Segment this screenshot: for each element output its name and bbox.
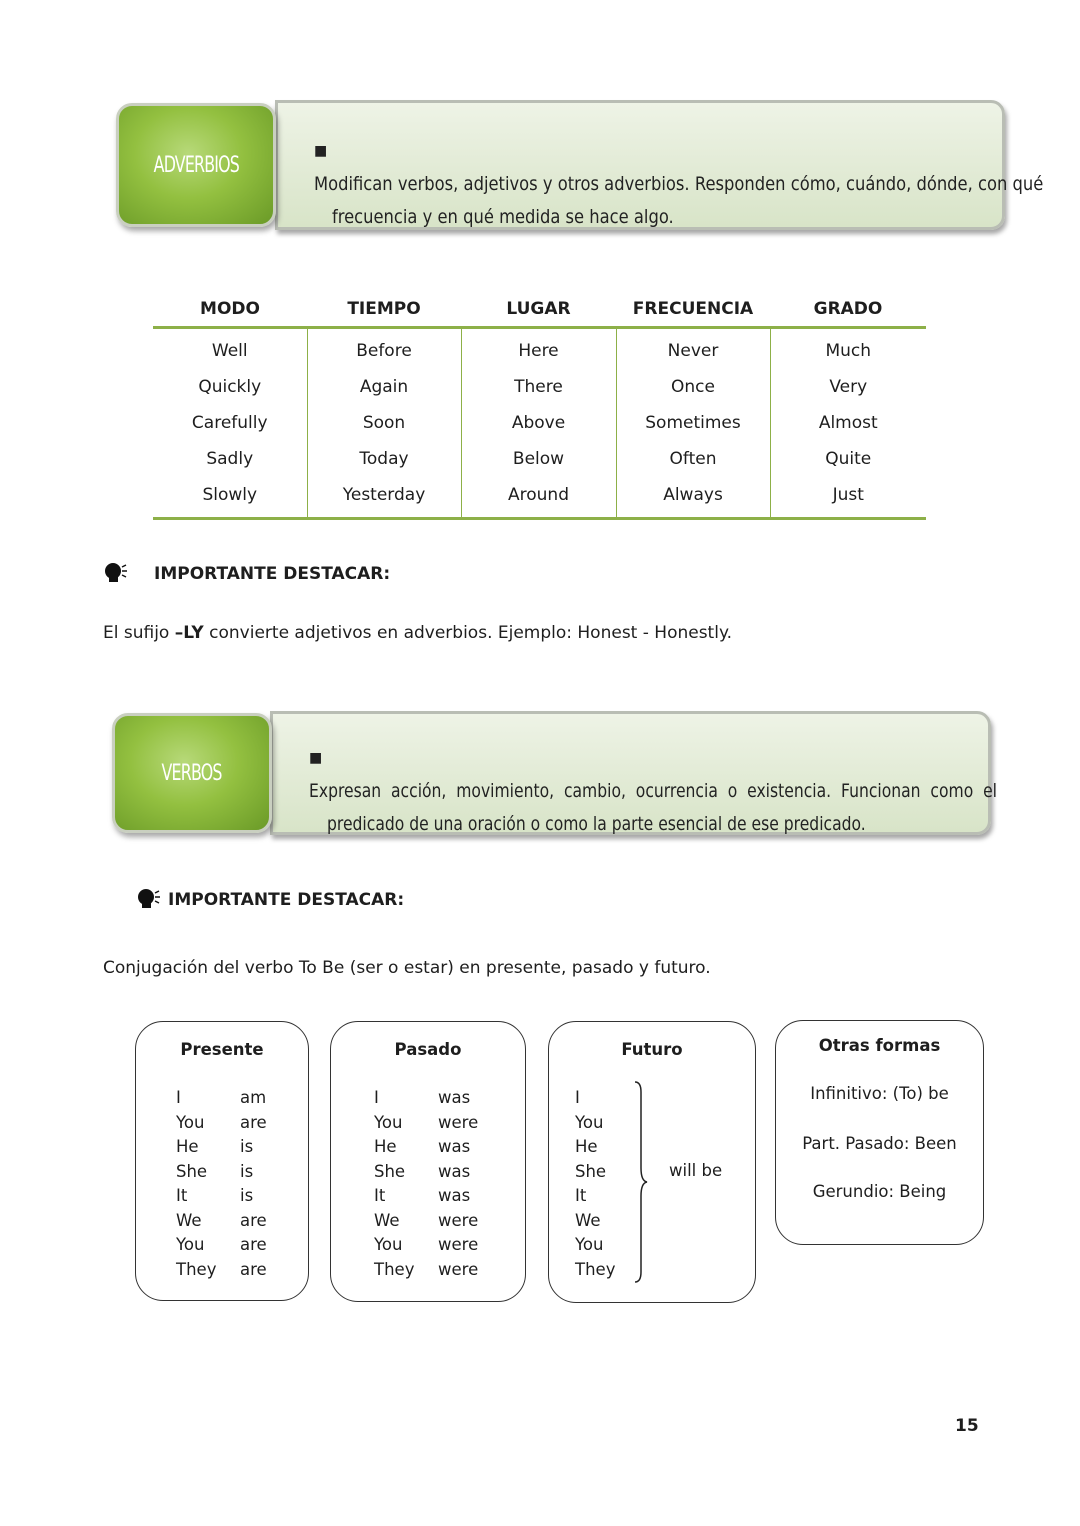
- page-number: 15: [955, 1416, 979, 1436]
- header-tiempo: TIEMPO: [307, 292, 461, 328]
- presente-list: [176, 1088, 267, 1284]
- list-item: We are: [176, 1210, 267, 1230]
- table-cell: Well: [211, 341, 248, 361]
- table-cell: Almost: [770, 405, 926, 441]
- list-item: I: [575, 1088, 580, 1107]
- suffix-paragraph: El sufijo –LY convierte adjetivos en adverbios. Ejemplo: Honest - Honestly.: [103, 623, 732, 643]
- otras-formas-title: Otras formas: [818, 1036, 941, 1055]
- table-cell: Above: [461, 405, 616, 441]
- table-cell: Soon: [307, 405, 461, 441]
- list-item: Infinitivo: (To) be: [810, 1084, 949, 1103]
- presente-title: Presente: [180, 1040, 264, 1059]
- list-item: He: [575, 1137, 598, 1156]
- table-row: [153, 328, 926, 370]
- table-row: [153, 369, 926, 405]
- table-cell: Always: [616, 477, 770, 519]
- pasado-box: [330, 1021, 526, 1302]
- futuro-box: [548, 1021, 756, 1303]
- table-cell: There: [461, 369, 616, 405]
- adverbios-label: ADVERBIOS: [116, 103, 276, 227]
- list-item: I am: [176, 1088, 267, 1107]
- header-modo: MODO: [153, 292, 307, 328]
- conjugation-paragraph: Conjugación del verbo To Be (ser o estar) en presente, pasado y futuro.: [103, 958, 711, 978]
- list-item: He is: [176, 1137, 254, 1156]
- speaking-head-icon: [104, 562, 128, 584]
- important-heading-1: IMPORTANTE DESTACAR:: [154, 564, 391, 584]
- table-cell: Sometimes: [616, 405, 770, 441]
- list-item: Part. Pasado: Been: [802, 1134, 957, 1153]
- verbos-description: ■ Expresan acción, movimiento, cambio, ocurrencia o existencia. Funcionan como el predicado de una oración o como la parte esencial de ese predicado.: [309, 750, 998, 835]
- table-row: [153, 405, 926, 441]
- table-cell: Once: [616, 369, 770, 405]
- table-cell: Very: [770, 369, 926, 405]
- list-item: You were: [374, 1112, 479, 1132]
- pasado-list: [374, 1088, 478, 1284]
- table-cell: Much: [770, 328, 926, 370]
- list-item: We: [575, 1210, 601, 1230]
- header-lugar: LUGAR: [461, 292, 616, 328]
- list-item: It was: [374, 1186, 471, 1205]
- list-item: He was: [374, 1137, 471, 1156]
- right-brace-icon: [633, 1080, 649, 1284]
- table-cell: Often: [616, 441, 770, 477]
- list-item: We were: [374, 1210, 479, 1230]
- table-cell: Today: [307, 441, 461, 477]
- verbos-label: VERBOS: [112, 713, 272, 833]
- table-row: [153, 441, 926, 477]
- header-grado: GRADO: [770, 292, 926, 328]
- table-cell: Again: [307, 369, 461, 405]
- table-cell: Quite: [770, 441, 926, 477]
- will-be-label: will be: [669, 1161, 723, 1180]
- table-cell: Never: [616, 328, 770, 370]
- presente-box: [135, 1021, 309, 1301]
- table-cell: Around: [461, 477, 616, 519]
- list-item: I was: [374, 1088, 471, 1107]
- important-heading-2: IMPORTANTE DESTACAR:: [168, 890, 405, 910]
- table-cell: Before: [307, 328, 461, 370]
- adverb-table-header: [153, 292, 926, 328]
- adverbios-description: ■ Modifican verbos, adjetivos y otros adverbios. Responden cómo, cuándo, dónde, con qué frecuencia y en qué medida se hace algo.: [314, 143, 1044, 228]
- table-cell: Sadly: [206, 449, 254, 469]
- table-cell: Yesterday: [307, 477, 461, 519]
- list-item: She is: [176, 1161, 254, 1181]
- table-cell: Below: [461, 441, 616, 477]
- table-cell: Quickly: [198, 377, 262, 397]
- list-item: She was: [374, 1161, 471, 1181]
- otras-formas-box: [775, 1020, 984, 1245]
- list-item: You are: [176, 1235, 267, 1254]
- list-item: She: [575, 1161, 607, 1181]
- list-item: They were: [374, 1259, 479, 1279]
- list-item: You: [575, 1112, 604, 1132]
- list-item: It: [575, 1186, 587, 1205]
- list-item: It is: [176, 1186, 254, 1205]
- adverb-table: [153, 292, 926, 520]
- bullet-icon: ■: [309, 750, 323, 766]
- table-cell: Here: [461, 328, 616, 370]
- futuro-list: [575, 1088, 615, 1284]
- futuro-title: Futuro: [621, 1040, 683, 1059]
- list-item: You: [575, 1235, 604, 1254]
- table-cell: Carefully: [191, 413, 268, 433]
- list-item: They: [575, 1259, 616, 1279]
- list-item: Gerundio: Being: [812, 1182, 947, 1201]
- table-row: [153, 477, 926, 519]
- list-item: They are: [176, 1259, 267, 1279]
- adverbios-description-box: [275, 100, 1044, 230]
- table-cell: Slowly: [153, 477, 307, 519]
- speaking-head-icon: [137, 888, 161, 910]
- header-frecuencia: FRECUENCIA: [616, 292, 770, 328]
- pasado-title: Pasado: [394, 1040, 462, 1059]
- table-cell: Just: [770, 477, 926, 519]
- list-item: You were: [374, 1235, 479, 1254]
- verbos-description-box: [270, 711, 998, 835]
- list-item: You are: [176, 1112, 267, 1132]
- bullet-icon: ■: [314, 143, 328, 159]
